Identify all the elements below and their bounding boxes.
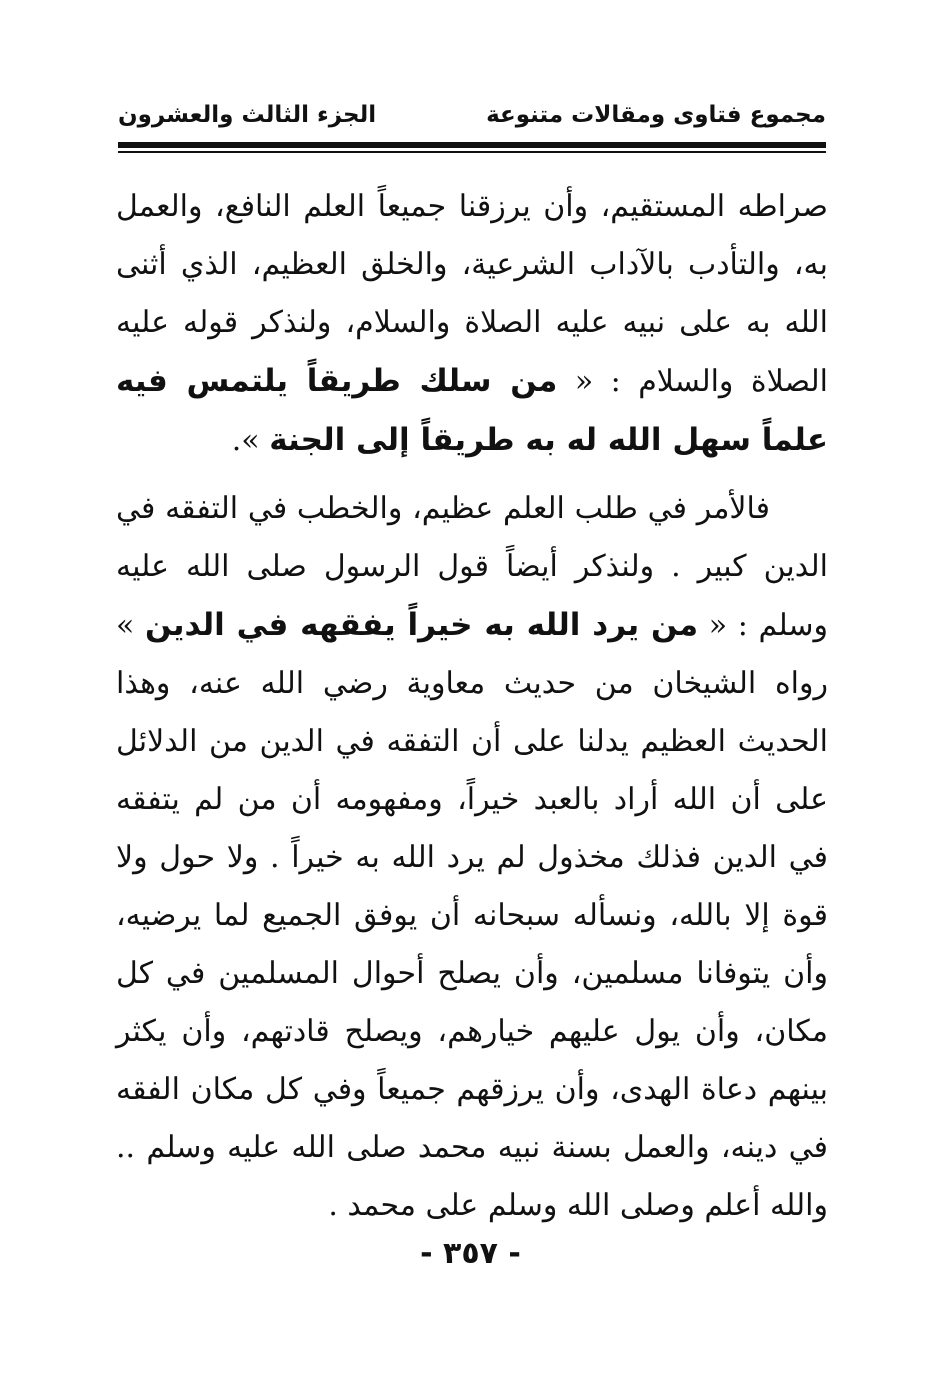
hadith-2: من يرد الله به خيراً يفقهه في الدين [145,607,699,643]
volume-title: الجزء الثالث والعشرون [118,102,377,128]
hadith-1: من سلك طريقاً يلتمس فيه علماً سهل الله له به طريقاً إلى الجنة [116,363,828,458]
paragraph-1-text: صراطه المستقيم، وأن يرزقنا جميعاً العلم النافع، والعمل به، والتأدب بالآداب الشرعية، والخلق العظيم، الذي أثنى الله به على نبيه عليه الصلاة والسلام، ولنذكر قوله عليه الصلاة والسلام : [116,189,828,399]
page-number: - ٣٥٧ - [420,1236,521,1271]
paragraph-1 [116,178,828,470]
running-header [118,92,826,142]
quote-open: « [708,608,728,643]
body-text [116,178,828,1235]
book-title: مجموع فتاوى ومقالات متنوعة [486,102,826,128]
quote-close: » [116,608,135,643]
quote-close: ». [231,423,260,458]
paragraph-2 [116,480,828,1235]
quote-open: « [574,364,594,399]
paragraph-2-text-before: فالأمر في طلب العلم عظيم، والخطب في التفقه في الدين كبير . ولنذكر أيضاً قول الرسول صلى الله عليه وسلم : [116,491,828,643]
header-rule-thick [118,142,826,148]
header-rule-thin [118,151,826,153]
paragraph-2-text-after: رواه الشيخان من حديث معاوية رضي الله عنه، وهذا الحديث العظيم يدلنا على أن التفقه في الدين من الدلائل على أن الله أراد بالعبد خيراً، ومفهومه أن من لم يتفقه في الدين فذلك مخذول لم يرد الله به خيراً . ولا حول ولا قوة إلا بالله، ونسأله سبحانه أن يوفق الجميع لما يرضيه، وأن يتوفانا مسلمين، وأن يصلح أحوال المسلمين في كل مكان، وأن يول عليهم خيارهم، ويصلح قادتهم، وأن يكثر بينهم دعاة الهدى، وأن يرزقهم جميعاً وفي كل مكان الفقه في دينه، والعمل بسنة نبيه محمد صلى الله عليه وسلم .. والله أعلم وصلى الله وسلم على محمد . [116,666,828,1223]
